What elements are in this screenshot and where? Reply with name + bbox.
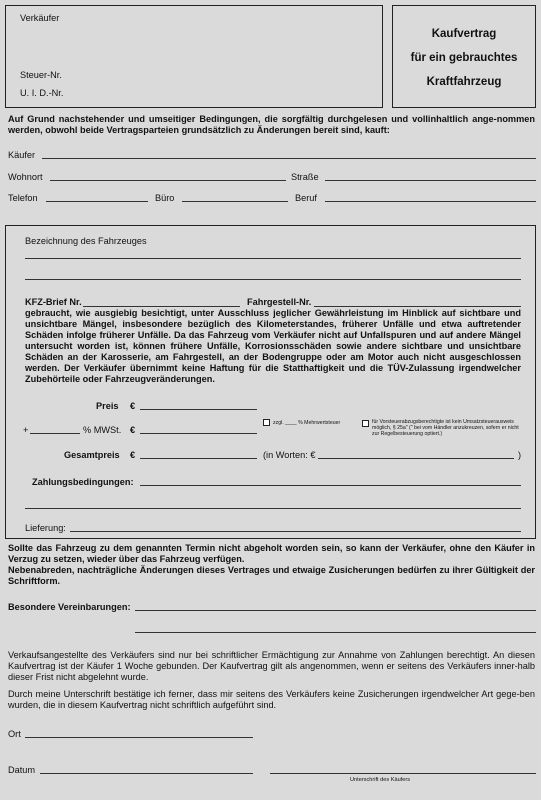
strasse-label: Straße	[291, 172, 319, 182]
datum-field[interactable]	[40, 773, 253, 774]
ort-label: Ort	[8, 729, 21, 739]
preis-label: Preis	[96, 401, 119, 411]
fahrgestell-label: Fahrgestell-Nr.	[247, 297, 312, 307]
lieferung-label: Lieferung:	[25, 523, 66, 533]
zzgl-label: zzgl.	[273, 419, 284, 426]
strasse-field[interactable]	[325, 180, 536, 181]
title-box	[392, 5, 536, 108]
beruf-field[interactable]	[325, 201, 536, 202]
telefon-field[interactable]	[46, 201, 148, 202]
besondere-field[interactable]	[135, 610, 536, 611]
zahlungsbedingungen-field[interactable]	[140, 485, 521, 486]
signature-field[interactable]	[270, 773, 536, 774]
kaeufer-field[interactable]	[42, 158, 536, 159]
kfz-brief-label: KFZ-Brief Nr.	[25, 297, 82, 307]
wohnort-field[interactable]	[50, 180, 286, 181]
title-line-3: Kraftfahrzeug	[426, 76, 502, 88]
wohnort-label: Wohnort	[8, 172, 43, 182]
signature-caption: Unterschrift des Käufers	[350, 777, 411, 783]
vehicle-line-2[interactable]	[25, 279, 521, 280]
telefon-label: Telefon	[8, 193, 38, 203]
mwst-euro: €	[130, 425, 136, 435]
vorsteuer-option[interactable]	[362, 419, 527, 437]
zzgl-option[interactable]: zzgl. ____ % Mehrwertsteuer	[263, 419, 363, 426]
vehicle-line-1[interactable]	[25, 258, 521, 259]
gesamtpreis-label: Gesamtpreis	[64, 450, 120, 460]
lieferung-field[interactable]	[70, 531, 521, 532]
zahlungsbedingungen-label: Zahlungsbedingungen:	[32, 477, 134, 487]
title-line-1: Kaufvertrag	[431, 28, 497, 40]
seller-label: Verkäufer	[20, 13, 60, 23]
vorsteuer-note: für Vorsteuerabzugsberechtigte ist kein Umsatzsteuerausweis möglich, § 25a" (" bei vom Händler anzukreuzen, sofern er nicht zur Regelbesteuerung optiert.)	[372, 419, 519, 437]
ort-field[interactable]	[25, 737, 253, 738]
vorsteuer-checkbox[interactable]	[362, 420, 369, 427]
intro-text: Auf Grund nachstehender und umseitiger Bedingungen, die sorgfältig durchgelesen und vollinhaltlich ange-nommen werden, obwohl beide Vertragsparteien grundsätzlich zu Änderungen bereit sind, kauft:	[8, 114, 535, 135]
besondere-field-2[interactable]	[135, 632, 536, 633]
in-worten-field[interactable]	[318, 458, 514, 459]
gesamtpreis-field[interactable]	[140, 458, 257, 459]
mwst-field[interactable]	[140, 433, 257, 434]
kaeufer-label: Käufer	[8, 150, 36, 160]
mwst-percent-field[interactable]	[30, 433, 80, 434]
mwst-label: % MWSt.	[83, 425, 122, 435]
gesamtpreis-euro: €	[130, 450, 136, 460]
uid-number-label: U. I. D.-Nr.	[20, 88, 64, 98]
besondere-label: Besondere Vereinbarungen:	[8, 602, 131, 612]
condition-text: gebraucht, wie ausgiebig besichtigt, unter Ausschluss jeglicher Gewährleistung im Hinblick auf sichtbare und unsichtbare Mängel, insbesondere bezüglich des Kilometerstandes, früherer Unfälle und etwa auftretender Schäden infolge früherer Unfälle. Da das Fahrzeug vom Verkäufer nicht auf Unfallspuren und auf andere Mängel untersucht worden ist, können frühere Unfälle, Korrosionsschäden sowie andere sichtbare und unsichtbare Schäden an der Karosserie, am Fahrgestell, an der Bodengruppe oder am Motor auch nicht ausgeschlossen werden. Der Verkäufer übernimmt keine Haftung für die Statthaftigkeit und die TÜV-Zulassung irgendwelcher Zubehörteile oder Fahrzeugveränderungen.	[25, 308, 521, 384]
mehrwertsteuer-label: % Mehrwertsteuer	[298, 419, 341, 426]
in-worten-label: (in Worten: €	[263, 450, 316, 460]
buero-label: Büro	[155, 193, 175, 203]
vehicle-heading: Bezeichnung des Fahrzeuges	[25, 236, 147, 246]
pickup-clause: Sollte das Fahrzeug zu dem genannten Termin nicht abgeholt worden sein, so kann der Verkäufer, ohne den Käufer in Verzug zu setzen, wieder über das Fahrzeug verfügen.	[8, 543, 535, 564]
vehicle-box	[5, 225, 536, 539]
final-paragraph-2: Durch meine Unterschrift bestätige ich ferner, dass mir seitens des Verkäufers keine Zusicherungen irgendwelcher Art gege-ben wurden, die in diesem Kaufvertrag nicht schriftlich aufgeführt sind.	[8, 689, 535, 710]
title-line-2: für ein gebrauchtes	[410, 52, 518, 64]
preis-euro: €	[130, 401, 136, 411]
datum-label: Datum	[8, 765, 36, 775]
zzgl-checkbox[interactable]	[263, 419, 270, 426]
fahrgestell-field[interactable]	[314, 306, 521, 307]
kfz-brief-field[interactable]	[83, 306, 240, 307]
seller-box	[5, 5, 383, 108]
preis-field[interactable]	[140, 409, 257, 410]
plus-sign: +	[23, 425, 29, 435]
final-paragraph-1: Verkaufsangestellte des Verkäufers sind nur bei schriftlicher Ermächtigung zur Annahme von Zahlungen berechtigt. An diesen Kaufvertrag ist der Käufer 1 Woche gebunden. Der Kaufvertrag gilt als angenommen, wenn er seitens des Verkäufers inner-halb dieser Frist nicht abgelehnt wurde.	[8, 650, 535, 682]
buero-field[interactable]	[182, 201, 288, 202]
zahlungsbedingungen-field-2[interactable]	[25, 508, 521, 509]
tax-number-label: Steuer-Nr.	[20, 70, 62, 80]
in-worten-close: )	[518, 450, 522, 460]
beruf-label: Beruf	[295, 193, 317, 203]
amendments-clause: Nebenabreden, nachträgliche Änderungen dieses Vertrages und etwaige Zusicherungen bedürfen zu ihrer Gültigkeit der Schriftform.	[8, 565, 535, 586]
